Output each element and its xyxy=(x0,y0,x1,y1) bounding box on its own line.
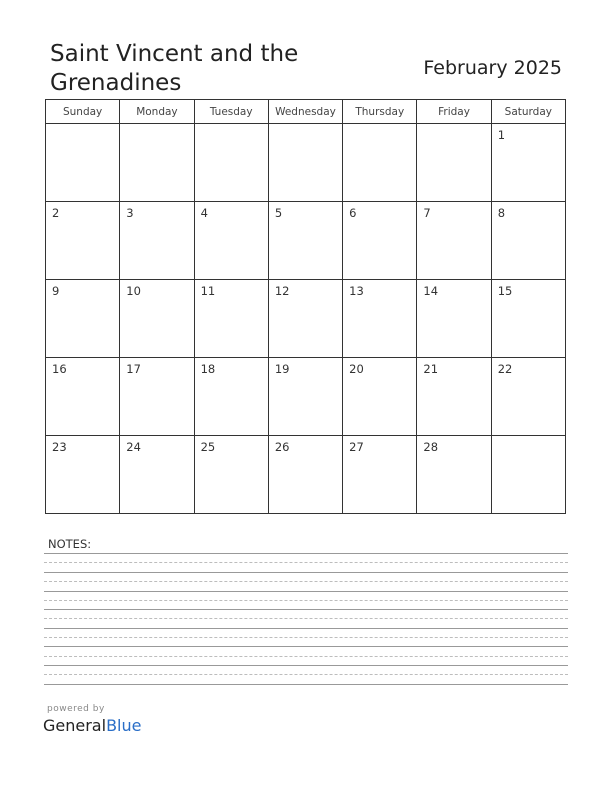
day-cell xyxy=(46,436,120,514)
day-number: 22 xyxy=(497,362,513,376)
day-cell xyxy=(120,358,194,436)
day-number: 11 xyxy=(200,284,216,298)
day-number: 14 xyxy=(423,284,439,298)
day-number: 25 xyxy=(200,440,216,454)
weekday-header: Sunday xyxy=(46,100,120,124)
notes-guide-line xyxy=(44,562,568,563)
day-cell xyxy=(491,280,565,358)
day-number: 23 xyxy=(52,440,67,454)
day-number: 4 xyxy=(200,206,208,220)
day-number: 26 xyxy=(274,440,290,454)
day-cell xyxy=(417,358,491,436)
day-number: 6 xyxy=(349,206,357,220)
day-number: 16 xyxy=(52,362,67,376)
day-number xyxy=(120,124,193,128)
day-number: 9 xyxy=(52,284,60,298)
notes-guide-line xyxy=(44,656,568,657)
day-cell xyxy=(268,280,342,358)
day-cell xyxy=(417,124,491,202)
notes-guide-line xyxy=(44,618,568,619)
notes-line xyxy=(44,628,568,629)
notes-label: NOTES: xyxy=(48,537,92,551)
day-cell xyxy=(194,124,268,202)
day-number: 15 xyxy=(497,284,513,298)
day-number: 8 xyxy=(497,206,506,220)
day-number: 10 xyxy=(126,284,141,298)
day-number xyxy=(269,124,342,128)
day-cell xyxy=(46,280,120,358)
day-number xyxy=(343,124,416,128)
day-cell xyxy=(120,436,194,514)
brand-general: General xyxy=(43,716,107,735)
day-cell xyxy=(268,202,342,280)
day-cell xyxy=(343,358,417,436)
day-cell xyxy=(120,124,194,202)
country-title: Saint Vincent and the Grenadines xyxy=(50,41,299,96)
day-number: 12 xyxy=(274,284,290,298)
week-row xyxy=(46,436,566,514)
day-cell xyxy=(491,124,565,202)
notes-line xyxy=(44,572,568,573)
weekday-header-row xyxy=(46,100,566,124)
day-number: 5 xyxy=(274,206,283,220)
day-cell xyxy=(491,436,565,514)
day-number: 1 xyxy=(497,128,506,142)
week-row xyxy=(46,124,566,202)
weekday-header: Monday xyxy=(120,100,194,124)
day-cell xyxy=(491,202,565,280)
weekday-header: Friday xyxy=(417,100,491,124)
day-cell xyxy=(268,124,342,202)
day-cell xyxy=(491,358,565,436)
day-number xyxy=(492,436,565,440)
generalblue-logo xyxy=(43,716,141,735)
day-number: 21 xyxy=(423,362,439,376)
brand-blue: Blue xyxy=(106,716,142,735)
day-cell xyxy=(417,436,491,514)
day-number xyxy=(417,124,490,128)
week-row xyxy=(46,202,566,280)
weekday-header: Thursday xyxy=(343,100,417,124)
weekday-header: Wednesday xyxy=(268,100,342,124)
day-cell xyxy=(194,202,268,280)
day-number xyxy=(46,124,119,128)
day-cell xyxy=(120,280,194,358)
day-cell xyxy=(46,358,120,436)
day-number: 17 xyxy=(126,362,141,376)
notes-line xyxy=(44,665,568,666)
day-number: 13 xyxy=(349,284,364,298)
day-number: 19 xyxy=(274,362,290,376)
day-number: 3 xyxy=(126,206,134,220)
day-cell xyxy=(46,124,120,202)
day-number: 20 xyxy=(349,362,364,376)
day-number: 27 xyxy=(349,440,364,454)
day-number: 2 xyxy=(52,206,60,220)
day-number: 18 xyxy=(200,362,216,376)
day-cell xyxy=(268,436,342,514)
notes-line xyxy=(44,684,568,685)
notes-line xyxy=(44,591,568,592)
day-cell xyxy=(343,202,417,280)
calendar-grid xyxy=(45,99,566,514)
powered-by-text: powered by xyxy=(47,704,105,714)
day-cell xyxy=(194,436,268,514)
notes-line xyxy=(44,553,568,554)
notes-guide-line xyxy=(44,674,568,675)
week-row xyxy=(46,358,566,436)
day-cell xyxy=(343,280,417,358)
notes-guide-line xyxy=(44,637,568,638)
day-cell xyxy=(46,202,120,280)
day-cell xyxy=(343,436,417,514)
day-cell xyxy=(417,202,491,280)
day-cell xyxy=(268,358,342,436)
day-cell xyxy=(417,280,491,358)
notes-line xyxy=(44,609,568,610)
day-number: 28 xyxy=(423,440,439,454)
notes-guide-line xyxy=(44,581,568,582)
day-number: 7 xyxy=(423,206,431,220)
week-row xyxy=(46,280,566,358)
day-number: 24 xyxy=(126,440,141,454)
day-number xyxy=(195,124,268,128)
weekday-header: Saturday xyxy=(491,100,565,124)
weekday-header: Tuesday xyxy=(194,100,268,124)
notes-guide-line xyxy=(44,600,568,601)
day-cell xyxy=(194,280,268,358)
notes-line xyxy=(44,646,568,647)
month-year-title: February 2025 xyxy=(423,57,562,79)
day-cell xyxy=(343,124,417,202)
day-cell xyxy=(120,202,194,280)
day-cell xyxy=(194,358,268,436)
